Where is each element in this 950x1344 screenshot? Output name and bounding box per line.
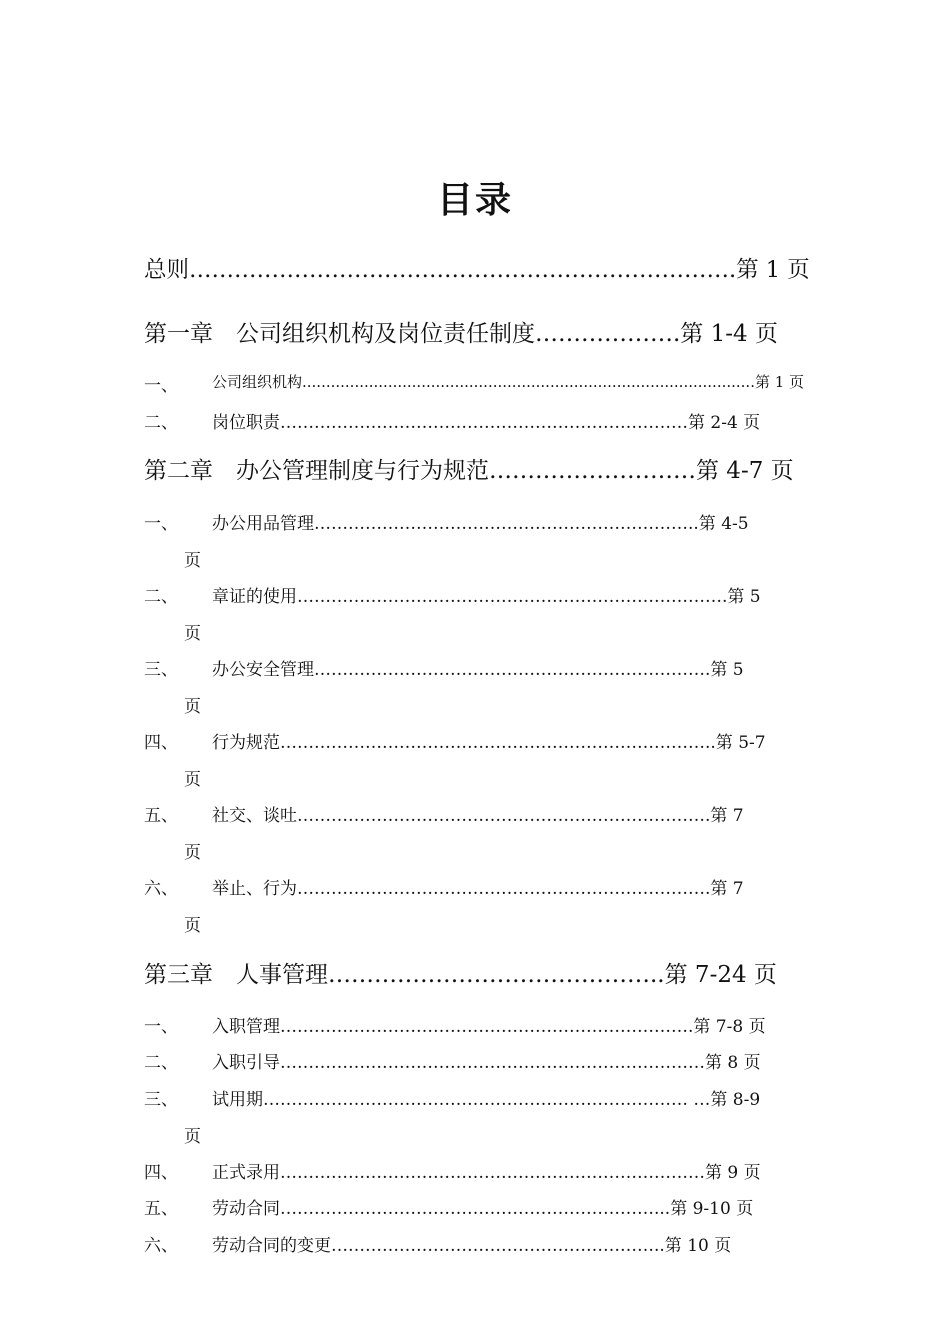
toc-item-duties[interactable]: 岗位职责………………………………………………………………第 2-4 页 xyxy=(212,413,761,433)
toc-item-number: 五、 xyxy=(144,806,178,826)
toc-item-number: 一、 xyxy=(144,514,178,534)
toc-item-number: 六、 xyxy=(144,1236,178,1256)
toc-item-number: 二、 xyxy=(144,413,178,433)
toc-item-behavior[interactable]: 举止、行为……………………………………………………………….第 7 xyxy=(212,879,744,899)
toc-item-continuation: 页 xyxy=(184,697,201,717)
toc-item-conduct[interactable]: 行为规范…………………………………………………………………..第 5-7 xyxy=(212,733,766,753)
toc-item-org-structure[interactable]: 公司组织机构...............................................................................................第 1 页 xyxy=(212,373,805,391)
toc-title: 目录 xyxy=(436,179,513,221)
toc-item-number: 三、 xyxy=(144,660,178,680)
toc-item-continuation: 页 xyxy=(184,624,201,644)
toc-item-continuation: 页 xyxy=(184,770,201,790)
toc-item-number: 二、 xyxy=(144,1053,178,1073)
toc-item-orientation[interactable]: 入职引导…………………………………………………………………第 8 页 xyxy=(212,1053,761,1073)
toc-item-labor-contract[interactable]: 劳动合同…………………………………………………………...第 9-10 页 xyxy=(212,1199,754,1219)
toc-item-probation[interactable]: 试用期………………………………………………………………… …第 8-9 xyxy=(212,1090,761,1110)
toc-item-contract-change[interactable]: 劳动合同的变更…………………………………………………..第 10 页 xyxy=(212,1236,732,1256)
toc-item-number: 一、 xyxy=(144,376,178,396)
toc-item-continuation: 页 xyxy=(184,843,201,863)
toc-item-number: 五、 xyxy=(144,1199,178,1219)
toc-chapter-3[interactable]: 第三章 人事管理……………………………………..第 7-24 页 xyxy=(144,962,777,988)
toc-item-office-supplies[interactable]: 办公用品管理…………………………………………………………..第 4-5 xyxy=(212,514,749,534)
toc-item-number: 六、 xyxy=(144,879,178,899)
toc-item-continuation: 页 xyxy=(184,916,201,936)
toc-entry-general[interactable]: 总则……………………………………………………………….第 1 页 xyxy=(144,257,810,283)
toc-chapter-1[interactable]: 第一章 公司组织机构及岗位责任制度……………….第 1-4 页 xyxy=(144,321,778,347)
toc-item-social[interactable]: 社交、谈吐……………………………………………………………….第 7 xyxy=(212,806,744,826)
toc-item-number: 一、 xyxy=(144,1017,178,1037)
toc-item-number: 三、 xyxy=(144,1090,178,1110)
toc-item-continuation: 页 xyxy=(184,551,201,571)
toc-item-office-safety[interactable]: 办公安全管理…………………………………………………………….第 5 xyxy=(212,660,744,680)
toc-item-number: 二、 xyxy=(144,587,178,607)
toc-item-continuation: 页 xyxy=(184,1127,201,1147)
toc-item-number: 四、 xyxy=(144,733,178,753)
toc-chapter-2[interactable]: 第二章 办公管理制度与行为规范………………………第 4-7 页 xyxy=(144,458,794,484)
toc-item-formal-hire[interactable]: 正式录用…………………………………………………………………第 9 页 xyxy=(212,1163,761,1183)
toc-item-seals[interactable]: 章证的使用………………………………………………………………….第 5 xyxy=(212,587,761,607)
toc-item-onboarding[interactable]: 入职管理……………………………………………………………….第 7-8 页 xyxy=(212,1017,766,1037)
toc-item-number: 四、 xyxy=(144,1163,178,1183)
